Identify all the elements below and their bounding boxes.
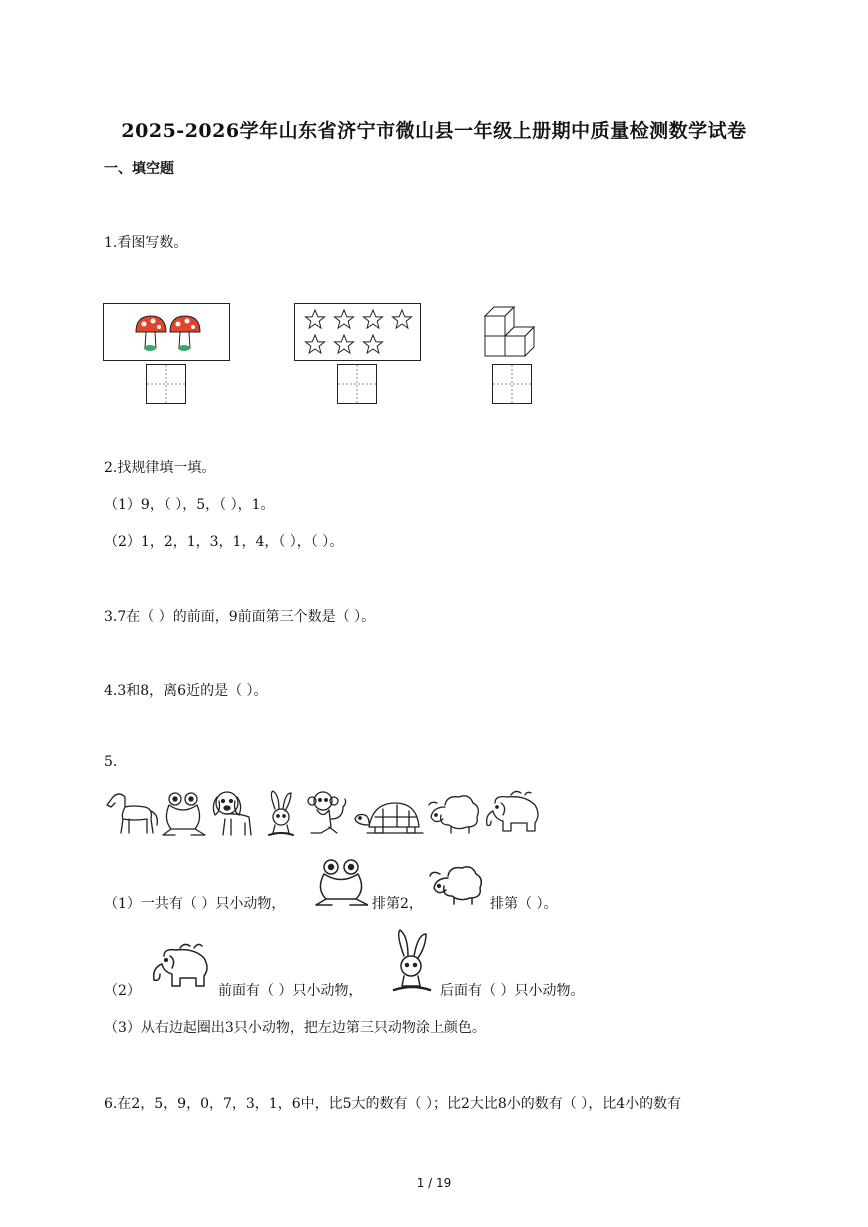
page-title: 2025-2026学年山东省济宁市微山县一年级上册期中质量检测数学试卷 bbox=[121, 120, 747, 142]
question-5-part-2b: 前面有（ ）只小动物， bbox=[218, 983, 363, 999]
question-5-part-1b: 排第2， bbox=[372, 896, 423, 912]
dog-icon bbox=[213, 792, 251, 835]
question-2-text: 2.找规律填一填。 bbox=[104, 460, 216, 476]
horse-icon bbox=[107, 794, 157, 833]
sheep-icon bbox=[429, 796, 478, 833]
question-5-part-3: （3）从右边起圈出3只小动物，把左边第三只动物涂上颜色。 bbox=[104, 1020, 486, 1036]
cube-icon bbox=[482, 302, 544, 362]
mushroom-icon bbox=[104, 304, 229, 360]
question-5-text: 5. bbox=[104, 754, 118, 770]
question-5-part-2a: （2） bbox=[104, 983, 141, 999]
turtle-icon bbox=[355, 803, 423, 833]
star-icon bbox=[295, 304, 420, 360]
rabbit-icon bbox=[269, 791, 293, 835]
question-2-part-1: （1）9，（ ），5，（ ），1。 bbox=[104, 497, 275, 513]
question-4-text: 4.3和8，离6近的是（ ）。 bbox=[104, 683, 268, 699]
elephant-icon bbox=[148, 940, 214, 992]
question-3-text: 3.7在（ ）的前面，9前面第三个数是（ ）。 bbox=[104, 609, 376, 625]
elephant-icon bbox=[487, 791, 538, 831]
question-5-part-2c: 后面有（ ）只小动物。 bbox=[440, 983, 585, 999]
monkey-icon bbox=[308, 792, 346, 833]
sheep-icon bbox=[428, 862, 486, 908]
answer-grid-1[interactable] bbox=[146, 364, 186, 404]
question-5-part-1c: 排第（ ）。 bbox=[490, 896, 558, 912]
question-6-text: 6.在2，5，9，0，7，3，1，6中，比5大的数有（ ）；比2大比8小的数有（ ），比4小的数有 bbox=[104, 1096, 682, 1112]
section-heading: 一、填空题 bbox=[104, 161, 174, 177]
frog-icon bbox=[163, 793, 205, 835]
question-5-part-1a: （1）一共有（ ）只小动物， bbox=[104, 896, 286, 912]
mushroom-picture-box bbox=[103, 303, 230, 361]
star-picture-box bbox=[294, 303, 421, 361]
question-1-text: 1.看图写数。 bbox=[104, 235, 188, 251]
rabbit-icon bbox=[386, 928, 438, 994]
answer-grid-3[interactable] bbox=[492, 364, 532, 404]
question-2-part-2: （2）1，2，1，3，1，4，（ ），（ ）。 bbox=[104, 534, 344, 550]
cube-picture bbox=[482, 302, 544, 362]
answer-grid-2[interactable] bbox=[337, 364, 377, 404]
animal-row bbox=[103, 789, 543, 839]
frog-icon bbox=[314, 855, 368, 907]
page-number: 1 / 19 bbox=[416, 1176, 452, 1190]
